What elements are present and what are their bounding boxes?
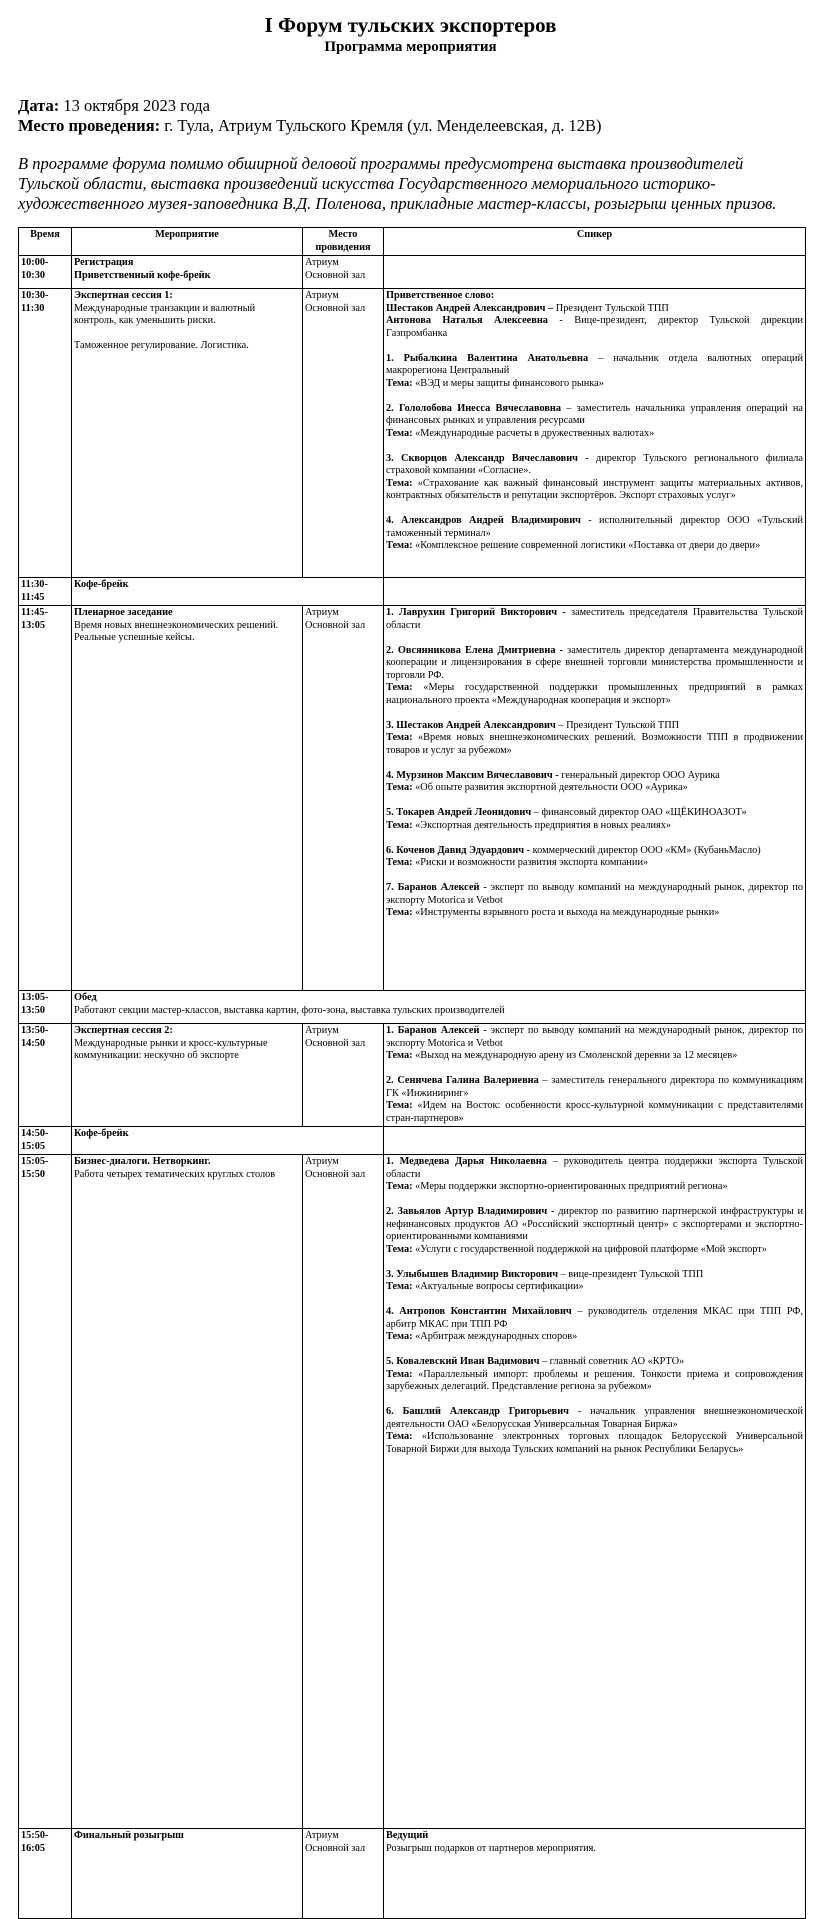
speaker-entry bbox=[386, 1406, 803, 1456]
speaker-name: 1. Медведева Дарья Николаевна bbox=[386, 1156, 547, 1167]
date-label: Дата: bbox=[18, 96, 60, 115]
time-cell: 13:05-13:50 bbox=[19, 991, 72, 1024]
speaker-name: Тема: bbox=[386, 377, 413, 389]
speaker-detail: - исполнительный директор ООО «Тульский таможенный терминал» bbox=[386, 515, 803, 539]
speaker-name: Ведущий bbox=[386, 1830, 429, 1841]
event-description: Работают секции мастер-классов, выставка картин, фото-зона, выставка тульских производителей bbox=[74, 1004, 505, 1016]
speaker-entry bbox=[386, 845, 803, 870]
speaker-detail: – Президент Тульской ТПП bbox=[555, 719, 680, 731]
time-cell: 10:00-10:30 bbox=[19, 256, 72, 289]
speaker-name: Тема: bbox=[386, 540, 413, 551]
speaker-name: Тема: bbox=[386, 1100, 413, 1111]
speaker-detail: «Арбитраж международных споров» bbox=[412, 1331, 578, 1342]
speaker-name: 2. Овсянникова Елена Дмитриевна - bbox=[386, 644, 564, 656]
speaker-name: 2. Сеничева Галина Валериевна bbox=[386, 1075, 539, 1086]
speaker-entry bbox=[386, 882, 803, 920]
speaker-entry bbox=[386, 353, 803, 391]
event-title-text: Приветственный кофе-брейк bbox=[74, 269, 211, 281]
event-title-text: Кофе-брейк bbox=[74, 1128, 129, 1139]
speaker-entry bbox=[386, 403, 803, 441]
event-title bbox=[74, 1830, 300, 1843]
speaker-name: 1. Рыбалкина Валентина Анатольевна bbox=[386, 352, 589, 364]
speaker-detail: - начальник управления внешнеэкономической деятельности ОАО «Белорусская Универсальная Товарная Биржа» bbox=[386, 1406, 803, 1430]
speaker-detail: «Услуги с государственной поддержкой на цифровой платформе «Мой экспорт» bbox=[412, 1243, 767, 1255]
header-speaker: Спикер bbox=[384, 228, 806, 256]
speaker-name: 3. Шестаков Андрей Александрович bbox=[386, 719, 556, 731]
speaker-detail: – руководитель центра поддержки экспорта Тульской области bbox=[386, 1156, 803, 1180]
speaker-name: Тема: bbox=[386, 1181, 413, 1192]
table-row bbox=[19, 256, 806, 289]
speaker-cell bbox=[384, 1024, 806, 1127]
speaker-name: Тема: bbox=[386, 1331, 413, 1342]
speaker-entry bbox=[386, 1206, 803, 1256]
speaker-name: 4. Антропов Константин Михайлович bbox=[386, 1306, 572, 1317]
event-description: Международные рынки и кросс-культурные коммуникации: нескучно об экспорте bbox=[74, 1037, 268, 1061]
speaker-detail: «Международные расчеты в дружественных валютах» bbox=[412, 427, 655, 439]
speaker-cell bbox=[384, 289, 806, 578]
event-title bbox=[74, 1128, 381, 1141]
speaker-entry bbox=[386, 807, 803, 832]
speaker-detail: – заместитель начальника управления операций на финансовых рынках и управления ресурсами bbox=[386, 402, 804, 426]
speaker-entry bbox=[386, 1356, 803, 1394]
speaker-cell bbox=[384, 1155, 806, 1829]
place-line: Атриум bbox=[305, 607, 339, 618]
speaker-name: 5. Токарев Андрей Леонидович bbox=[386, 807, 532, 818]
event-cell bbox=[72, 256, 303, 289]
event-description: Работа четырех тематических круглых столов bbox=[74, 1168, 276, 1180]
event-cell bbox=[72, 991, 806, 1024]
speaker-entry bbox=[386, 607, 803, 632]
speaker-name: Тема: bbox=[386, 1368, 413, 1380]
time-cell: 15:50-16:05 bbox=[19, 1829, 72, 1919]
speaker-detail: «Меры поддержки экспортно-ориентированных предприятий региона» bbox=[412, 1181, 728, 1192]
table-row bbox=[19, 1829, 806, 1919]
place-line: Атриум bbox=[305, 290, 339, 301]
speaker-detail: директор по развитию партнерской инфраструктуры и нефинансовых продуктов АО «Российский экспортный центр» с экспортерами и экспортно-ориентированными компаниями bbox=[386, 1206, 803, 1242]
speaker-detail: «Об опыте развития экспортной деятельности ООО «Аурика» bbox=[412, 782, 688, 793]
speaker-detail: - директор Тульского регионального филиала страховой компании «Согласие». bbox=[386, 452, 804, 476]
speaker-detail: эксперт по выводу компаний на международный рынок, директор по экспорту Motorica и Vetbot bbox=[386, 882, 804, 906]
time-cell: 13:50-14:50 bbox=[19, 1024, 72, 1127]
event-place bbox=[18, 116, 803, 136]
speaker-name: 4. Мурзинов Максим Вячеславович - bbox=[386, 769, 559, 781]
speaker-entry bbox=[386, 1830, 803, 1855]
speaker-name: 1. Лаврухин Григорий Викторович - bbox=[386, 607, 566, 618]
speaker-cell bbox=[384, 1829, 806, 1919]
speaker-detail: генеральный директор ООО Аурика bbox=[558, 769, 720, 781]
speaker-detail: «Экспортная деятельность предприятия в новых реалиях» bbox=[412, 819, 672, 831]
speaker-cell bbox=[384, 606, 806, 991]
speaker-detail: – главный советник АО «КРТО» bbox=[539, 1356, 685, 1367]
speaker-name: 6. Башлий Александр Григорьевич bbox=[386, 1406, 569, 1417]
speaker-detail: – начальник отдела валютных операций макрорегиона Центральный bbox=[386, 352, 804, 376]
header-event: Мероприятие bbox=[72, 228, 303, 256]
speaker-entry bbox=[386, 770, 803, 795]
speaker-detail: – заместитель генерального директора по коммуникациям ГК «Инжиниринг» bbox=[386, 1075, 803, 1099]
table-row bbox=[19, 578, 806, 606]
speaker-name: 7. Баранов Алексей - bbox=[386, 882, 487, 893]
speaker-detail: «Риски и возможности развития экспорта компании» bbox=[412, 857, 649, 868]
place-label: Место проведения: bbox=[18, 116, 161, 135]
event-title bbox=[74, 1025, 300, 1038]
speaker-entry bbox=[386, 515, 803, 553]
event-title bbox=[74, 257, 300, 270]
event-title-text: Экспертная сессия 2: bbox=[74, 1025, 173, 1036]
event-description: Таможенное регулирование. Логистика. bbox=[74, 340, 249, 351]
event-cell bbox=[72, 606, 303, 991]
place-line: Атриум bbox=[305, 1156, 339, 1167]
program-rows bbox=[19, 256, 806, 1919]
speaker-name: Шестаков Андрей Александрович – bbox=[386, 302, 554, 314]
place-line: Атриум bbox=[305, 1025, 339, 1036]
event-title bbox=[74, 1156, 300, 1169]
speaker-detail: коммерческий директор ООО «КМ» (КубаньМасло) bbox=[530, 844, 761, 856]
event-title bbox=[74, 579, 381, 592]
speaker-name: Тема: bbox=[386, 1243, 413, 1255]
speaker-entry bbox=[386, 1156, 803, 1194]
speaker-name: Тема: bbox=[386, 1431, 413, 1442]
event-title bbox=[74, 992, 803, 1005]
place-line: Атриум bbox=[305, 257, 339, 268]
header-place: Место провидения bbox=[303, 228, 384, 256]
speaker-name: Тема: bbox=[386, 732, 413, 743]
place-line: Основной зал bbox=[305, 302, 366, 314]
event-description bbox=[74, 328, 300, 341]
place-value: г. Тула, Атриум Тульского Кремля (ул. Менделеевская, д. 12В) bbox=[160, 116, 602, 135]
time-cell: 11:30-11:45 bbox=[19, 578, 72, 606]
place-line: Основной зал bbox=[305, 1037, 366, 1049]
table-header-row bbox=[19, 228, 806, 256]
table-row bbox=[19, 606, 806, 991]
place-cell bbox=[303, 256, 384, 289]
place-line: Основной зал bbox=[305, 269, 366, 281]
speaker-name: 1. Баранов Алексей - bbox=[386, 1025, 487, 1036]
time-cell: 14:50-15:05 bbox=[19, 1127, 72, 1155]
speaker-cell bbox=[384, 1127, 806, 1155]
event-title-text: Обед bbox=[74, 992, 97, 1003]
event-meta bbox=[18, 96, 803, 136]
table-row bbox=[19, 289, 806, 578]
intro-paragraph: В программе форума помимо обширной деловой программы предусмотрена выставка производителей Тульской области, выставка произведений искусства Государственного мемориального историко-художественного музея-заповедника В.Д. Поленова, прикладные мастер-классы, розыгрыш ценных призов. bbox=[18, 154, 777, 213]
speaker-name: 2. Гололобова Инесса Вячеславовна bbox=[386, 402, 561, 414]
speaker-name: 3. Скворцов Александр Вячеславович bbox=[386, 452, 578, 464]
speaker-entry bbox=[386, 720, 803, 758]
speaker-detail: - Вице-президент, директор Тульской дирекции Газпромбанка bbox=[386, 315, 803, 339]
speaker-name: 3. Улыбышев Владимир Викторович bbox=[386, 1268, 558, 1280]
header-time: Время bbox=[19, 228, 72, 256]
speaker-detail: «Время новых внешнеэкономических решений. Возможности ТПП в продвижении товаров и услуг за рубежом» bbox=[386, 732, 803, 756]
speaker-name: Тема: bbox=[386, 477, 413, 489]
speaker-entry bbox=[386, 1269, 803, 1294]
event-cell bbox=[72, 1127, 384, 1155]
speaker-name: Тема: bbox=[386, 1050, 413, 1061]
speaker-detail: «Меры государственной поддержки промышленных предприятий в рамках национального проекта «Международная кооперация и экспорт» bbox=[386, 682, 803, 706]
speaker-entry bbox=[386, 1025, 803, 1063]
speaker-detail: заместитель председателя Правительства Тульской области bbox=[386, 607, 803, 631]
place-cell bbox=[303, 606, 384, 991]
speaker-detail: – вице-президент Тульской ТПП bbox=[558, 1268, 704, 1280]
speaker-entry bbox=[386, 1075, 803, 1125]
speaker-name: Тема: bbox=[386, 819, 413, 831]
table-row bbox=[19, 1155, 806, 1829]
speaker-detail: эксперт по выводу компаний на международный рынок, директор по экспорту Motorica и Vetbot bbox=[386, 1025, 804, 1049]
table-row bbox=[19, 991, 806, 1024]
speaker-name: Тема: bbox=[386, 857, 413, 868]
event-cell bbox=[72, 1829, 303, 1919]
speaker-detail: «Страхование как важный финансовый инструмент защиты материальных активов, контрактных обязательств и репутации экспортёров. Экспорт страховых услуг» bbox=[386, 477, 803, 501]
speaker-cell bbox=[384, 578, 806, 606]
speaker-name: 2. Завьялов Артур Владимирович - bbox=[386, 1206, 555, 1217]
speaker-detail: «Инструменты взрывного роста и выхода на международные рынки» bbox=[412, 907, 720, 918]
place-cell bbox=[303, 1024, 384, 1127]
time-cell: 10:30-11:30 bbox=[19, 289, 72, 578]
speaker-name: Тема: bbox=[386, 682, 413, 693]
document-subtitle: Программа мероприятия bbox=[324, 39, 497, 55]
event-title bbox=[74, 290, 300, 303]
speaker-entry bbox=[386, 453, 803, 503]
speaker-detail: Розыгрыш подарков от партнеров мероприятия. bbox=[386, 1842, 596, 1854]
speaker-name: Тема: bbox=[386, 427, 413, 439]
speaker-detail: «Использование электронных торговых площадок Белорусской Универсальной Товарной Биржи для выхода Тульских компаний на рынок Республики Беларусь» bbox=[386, 1431, 803, 1455]
speaker-name: 4. Александров Андрей Владимирович bbox=[386, 515, 581, 526]
event-cell bbox=[72, 1155, 303, 1829]
event-description: Реальные успешные кейсы. bbox=[74, 632, 195, 643]
time-cell: 11:45-13:05 bbox=[19, 606, 72, 991]
event-title-text: Бизнес-диалоги. Нетворкинг. bbox=[74, 1156, 211, 1167]
event-title-text: Пленарное заседание bbox=[74, 607, 173, 618]
speaker-name: Приветственное слово: bbox=[386, 290, 495, 301]
document-title: I Форум тульских экспортеров bbox=[264, 13, 557, 37]
event-title bbox=[74, 607, 300, 620]
event-description: Международные транзакции и валютный контроль, как уменьшить риски. bbox=[74, 302, 256, 326]
table-row bbox=[19, 1127, 806, 1155]
time-cell: 15:05-15:50 bbox=[19, 1155, 72, 1829]
speaker-name: Тема: bbox=[386, 907, 413, 918]
table-row bbox=[19, 1024, 806, 1127]
speaker-entry bbox=[386, 1306, 803, 1344]
event-cell bbox=[72, 289, 303, 578]
program-table bbox=[18, 227, 806, 1919]
date-value: 13 октября 2023 года bbox=[59, 96, 210, 115]
event-title-text: Экспертная сессия 1: bbox=[74, 290, 173, 301]
speaker-detail: «Идем на Восток: особенности кросс-культурной коммуникации с представителями стран-партнеров» bbox=[386, 1100, 803, 1124]
event-cell bbox=[72, 578, 384, 606]
event-date bbox=[18, 96, 803, 116]
event-title bbox=[74, 270, 300, 283]
speaker-name: Тема: bbox=[386, 782, 413, 793]
place-line: Основной зал bbox=[305, 619, 366, 631]
speaker-detail: «Актуальные вопросы сертификации» bbox=[412, 1281, 584, 1292]
place-cell bbox=[303, 289, 384, 578]
place-cell bbox=[303, 1829, 384, 1919]
speaker-name: Антонова Наталья Алексеевна bbox=[386, 315, 548, 326]
speaker-detail: – руководитель отделения МКАС при ТПП РФ, арбитр МКАС при ТПП РФ bbox=[386, 1306, 803, 1330]
event-cell bbox=[72, 1024, 303, 1127]
speaker-detail: «Комплексное решение современной логистики «Поставка от двери до двери» bbox=[412, 540, 761, 551]
speaker-detail: «Параллельный импорт: проблемы и решения. Тонкости приема и сопровождения зарубежных делегаций. Представление региона за рубежом» bbox=[386, 1368, 803, 1392]
speaker-name: Тема: bbox=[386, 1281, 413, 1292]
event-title-text: Финальный розыгрыш bbox=[74, 1830, 184, 1841]
place-line: Атриум bbox=[305, 1830, 339, 1841]
event-title-text: Кофе-брейк bbox=[74, 579, 129, 590]
place-line: Основной зал bbox=[305, 1842, 366, 1854]
speaker-name: 5. Ковалевский Иван Вадимович bbox=[386, 1356, 540, 1367]
speaker-detail: «ВЭД и меры защиты финансового рынка» bbox=[412, 377, 604, 389]
speaker-name: 6. Коченов Давид Эдуардович - bbox=[386, 844, 531, 856]
place-line: Основной зал bbox=[305, 1168, 366, 1180]
speaker-detail: «Выход на международную арену из Смоленской деревни за 12 месяцев» bbox=[412, 1050, 738, 1061]
speaker-cell bbox=[384, 256, 806, 289]
speaker-entry bbox=[386, 645, 803, 708]
speaker-detail: Президент Тульской ТПП bbox=[553, 302, 669, 314]
speaker-detail: – финансовый директор ОАО «ЩЁКИНОАЗОТ» bbox=[531, 807, 747, 818]
event-description: Время новых внешнеэкономических решений. bbox=[74, 619, 279, 631]
event-title-text: Регистрация bbox=[74, 257, 134, 268]
place-cell bbox=[303, 1155, 384, 1829]
speaker-entry bbox=[386, 290, 803, 340]
speaker-detail: заместитель директор департамента международной кооперации и лицензирования в сфере внешней торговли министерства промышленности и торговли РФ. bbox=[386, 644, 803, 681]
